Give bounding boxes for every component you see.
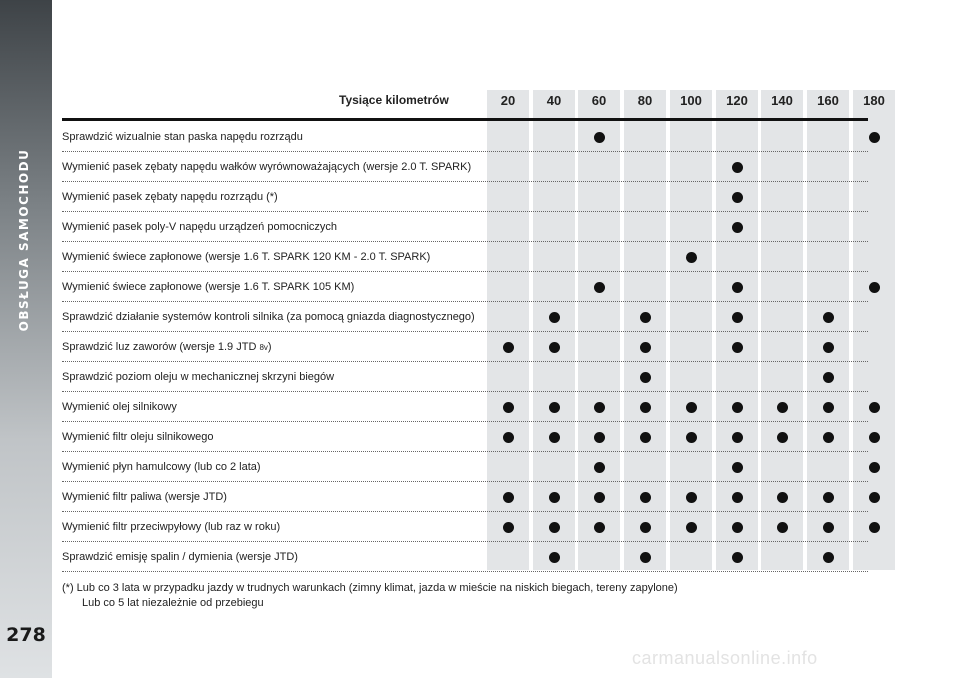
service-mark-dot	[549, 402, 560, 413]
page-number: 278	[6, 624, 46, 646]
row-label-end: )	[267, 341, 272, 353]
service-mark-dot	[869, 462, 880, 473]
table-row	[62, 302, 868, 332]
section-title: OBSŁUGA SAMOCHODU	[17, 148, 31, 332]
row-label-text: Wymienić filtr oleju silnikowego	[62, 431, 214, 443]
row-label	[62, 401, 177, 413]
service-mark-dot	[549, 552, 560, 563]
service-mark-dot	[777, 522, 788, 533]
table-row	[62, 182, 868, 212]
table-row	[62, 212, 868, 242]
service-mark-dot	[732, 432, 743, 443]
service-mark-dot	[732, 342, 743, 353]
km-column-header: 140	[771, 93, 793, 108]
service-mark-dot	[594, 432, 605, 443]
row-label	[62, 341, 272, 353]
table-row	[62, 122, 868, 152]
km-column-header: 60	[591, 93, 607, 108]
row-label	[62, 131, 303, 143]
footnote-line-1: (*) Lub co 3 lata w przypadku jazdy w trudnych warunkach (zimny klimat, jazda w mieście na niskich biegach, tereny zapylone)	[62, 582, 678, 594]
service-mark-dot	[503, 492, 514, 503]
row-label-text: Wymienić świece zapłonowe (wersje 1.6 T. SPARK 120 KM - 2.0 T. SPARK)	[62, 251, 431, 263]
table-header-label: Tysiące kilometrów	[339, 93, 449, 107]
service-mark-dot	[640, 492, 651, 503]
km-column-header: 120	[726, 93, 748, 108]
service-mark-dot	[640, 372, 651, 383]
service-mark-dot	[777, 492, 788, 503]
service-mark-dot	[549, 312, 560, 323]
service-mark-dot	[549, 492, 560, 503]
row-label-text: Wymienić pasek zębaty napędu wałków wyrównoważających (wersje 2.0 T. SPARK)	[62, 161, 472, 173]
table-row	[62, 272, 868, 302]
service-mark-dot	[777, 402, 788, 413]
service-mark-dot	[732, 522, 743, 533]
row-label-text: Sprawdzić emisję spalin / dymienia (wersje JTD)	[62, 551, 298, 563]
row-label-text: Wymienić świece zapłonowe (wersje 1.6 T. SPARK 105 KM)	[62, 281, 355, 293]
km-column-header: 180	[863, 93, 885, 108]
row-label	[62, 191, 278, 203]
service-mark-dot	[686, 252, 697, 263]
row-label-text: Sprawdzić działanie systemów kontroli silnika (za pomocą gniazda diagnostycznego)	[62, 311, 475, 323]
service-mark-dot	[869, 522, 880, 533]
table-row	[62, 542, 868, 572]
sidebar	[0, 0, 52, 678]
table-row	[62, 512, 868, 542]
service-mark-dot	[503, 402, 514, 413]
table-row	[62, 362, 868, 392]
service-mark-dot	[686, 402, 697, 413]
row-label-text: Wymienić pasek poly-V napędu urządzeń pomocniczych	[62, 221, 338, 233]
km-column-header: 80	[637, 93, 653, 108]
service-mark-dot	[732, 192, 743, 203]
service-mark-dot	[823, 372, 834, 383]
row-label	[62, 371, 334, 383]
row-label	[62, 491, 227, 503]
table-row	[62, 482, 868, 512]
km-column-header: 40	[546, 93, 562, 108]
table-row	[62, 242, 868, 272]
row-label	[62, 311, 475, 323]
row-label-text: Wymienić pasek zębaty napędu rozrządu (*)	[62, 191, 278, 203]
service-mark-dot	[594, 492, 605, 503]
row-label-small: 8v	[259, 343, 268, 352]
service-mark-dot	[686, 522, 697, 533]
service-mark-dot	[640, 522, 651, 533]
service-mark-dot	[594, 132, 605, 143]
km-column-header: 100	[680, 93, 702, 108]
service-mark-dot	[503, 432, 514, 443]
km-column-header: 160	[817, 93, 839, 108]
service-mark-dot	[503, 522, 514, 533]
table-row	[62, 392, 868, 422]
service-mark-dot	[732, 282, 743, 293]
table-row	[62, 422, 868, 452]
service-mark-dot	[594, 462, 605, 473]
service-mark-dot	[732, 552, 743, 563]
row-label-text: Sprawdzić wizualnie stan paska napędu rozrządu	[62, 131, 303, 143]
service-mark-dot	[503, 342, 514, 353]
header-rule	[62, 118, 868, 121]
service-mark-dot	[823, 432, 834, 443]
row-label	[62, 161, 471, 173]
row-label-text: Wymienić olej silnikowy	[62, 401, 177, 413]
service-mark-dot	[594, 402, 605, 413]
service-mark-dot	[686, 432, 697, 443]
table-row	[62, 332, 868, 362]
service-mark-dot	[823, 312, 834, 323]
service-mark-dot	[732, 402, 743, 413]
service-mark-dot	[640, 552, 651, 563]
service-mark-dot	[823, 342, 834, 353]
service-mark-dot	[640, 402, 651, 413]
row-label-text: Sprawdzić luz zaworów (wersje 1.9 JTD	[62, 341, 257, 353]
row-label-text: Sprawdzić poziom oleju w mechanicznej skrzyni biegów	[62, 371, 335, 383]
service-mark-dot	[732, 492, 743, 503]
service-mark-dot	[640, 342, 651, 353]
service-mark-dot	[823, 552, 834, 563]
row-label	[62, 221, 337, 233]
service-mark-dot	[777, 432, 788, 443]
service-mark-dot	[732, 162, 743, 173]
table-row	[62, 152, 868, 182]
watermark: carmanualsonline.info	[632, 648, 818, 668]
footnote	[62, 581, 678, 611]
service-mark-dot	[594, 282, 605, 293]
row-label	[62, 281, 354, 293]
row-label	[62, 251, 430, 263]
service-mark-dot	[823, 492, 834, 503]
service-mark-dot	[869, 282, 880, 293]
service-mark-dot	[869, 132, 880, 143]
service-mark-dot	[823, 402, 834, 413]
row-label	[62, 431, 214, 443]
service-mark-dot	[640, 432, 651, 443]
row-label	[62, 551, 298, 563]
row-label-text: Wymienić filtr paliwa (wersje JTD)	[62, 491, 227, 503]
service-mark-dot	[594, 522, 605, 533]
service-mark-dot	[823, 522, 834, 533]
table-row	[62, 452, 868, 482]
row-label	[62, 521, 280, 533]
service-mark-dot	[869, 402, 880, 413]
service-mark-dot	[869, 432, 880, 443]
row-label-text: Wymienić płyn hamulcowy (lub co 2 lata)	[62, 461, 261, 473]
footnote-line-2: Lub co 5 lat niezależnie od przebiegu	[82, 597, 264, 609]
row-label-text: Wymienić filtr przeciwpyłowy (lub raz w roku)	[62, 521, 281, 533]
service-mark-dot	[732, 462, 743, 473]
service-mark-dot	[640, 312, 651, 323]
service-mark-dot	[686, 492, 697, 503]
service-mark-dot	[869, 492, 880, 503]
service-mark-dot	[549, 522, 560, 533]
km-column-header: 20	[500, 93, 516, 108]
service-mark-dot	[549, 342, 560, 353]
service-mark-dot	[732, 222, 743, 233]
service-mark-dot	[549, 432, 560, 443]
service-mark-dot	[732, 312, 743, 323]
row-label	[62, 461, 261, 473]
